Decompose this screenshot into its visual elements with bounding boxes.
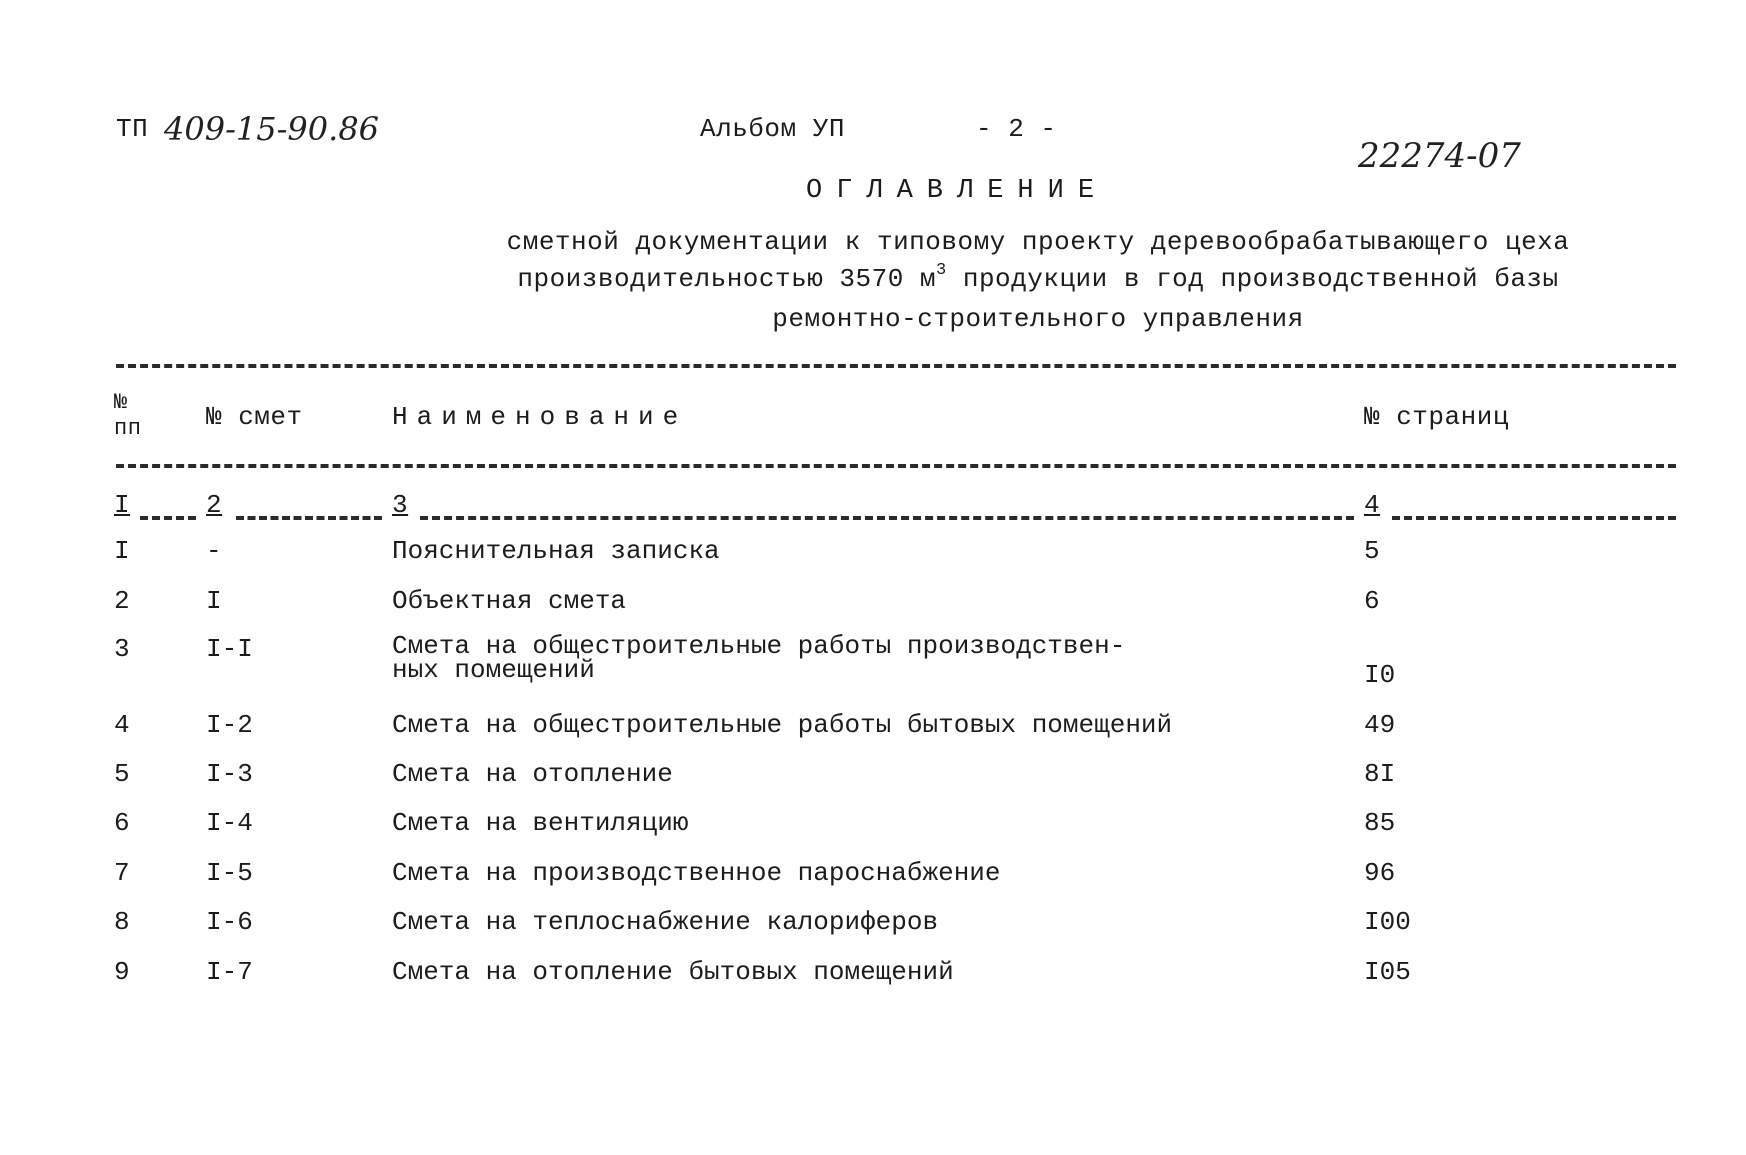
- subtitle-line-2b: продукции в год производственной базы: [946, 264, 1559, 294]
- row-smeta: I-3: [206, 759, 253, 789]
- row-num: 8: [114, 907, 130, 937]
- row-smeta: -: [206, 536, 222, 566]
- subtitle-line-2: [428, 261, 1648, 301]
- table-row: [0, 858, 1746, 898]
- col-number-1: I: [114, 490, 131, 520]
- superscript-3: 3: [936, 261, 947, 280]
- row-page: I00: [1364, 907, 1411, 937]
- row-smeta: I-4: [206, 808, 253, 838]
- header-num-line-2: пп: [114, 416, 142, 441]
- row-page: I0: [1364, 660, 1396, 690]
- row-smeta: I-7: [206, 957, 253, 987]
- table-row: [0, 710, 1746, 750]
- tp-number-handwritten: 409-15-90.86: [164, 110, 380, 148]
- row-name: Смета на вентиляцию: [392, 808, 689, 838]
- row-name: Смета на отопление: [392, 759, 673, 789]
- table-row: [0, 957, 1746, 997]
- row-name: Смета на общестроительные работы бытовых помещений: [392, 710, 1173, 740]
- row-num: 5: [114, 759, 130, 789]
- row-name-line-2: ных помещений: [392, 655, 595, 685]
- row-page: 49: [1364, 710, 1396, 740]
- col-number-dash-3: [420, 516, 1354, 520]
- col-number-4: 4: [1364, 490, 1381, 520]
- row-page: I05: [1364, 957, 1411, 987]
- row-num: 4: [114, 710, 130, 740]
- row-num: I: [114, 536, 130, 566]
- header-name: Наименование: [392, 402, 688, 432]
- page-title: ОГЛАВЛЕНИЕ: [806, 176, 1109, 206]
- row-name-line-1: Смета на общестроительные работы производствен-: [392, 631, 1126, 661]
- table-header-rule: [116, 464, 1676, 468]
- row-smeta: I-5: [206, 858, 253, 888]
- col-number-3: 3: [392, 490, 409, 520]
- row-smeta: I-2: [206, 710, 253, 740]
- header-num-line-1: №: [114, 390, 128, 415]
- row-num: 7: [114, 858, 130, 888]
- header-pages: № страниц: [1364, 402, 1509, 432]
- row-num: 3: [114, 634, 130, 664]
- table-row: [0, 907, 1746, 947]
- album-label: Альбом УП: [700, 114, 845, 144]
- row-num: 2: [114, 586, 130, 616]
- table-row: [0, 808, 1746, 848]
- tp-prefix: ТП: [116, 114, 149, 144]
- subtitle-line-3: ремонтно-строительного управления: [772, 304, 1304, 334]
- table-row: [0, 759, 1746, 799]
- row-smeta: I-I: [206, 634, 253, 664]
- row-name: Смета на отопление бытовых помещений: [392, 957, 954, 987]
- header-num: [114, 390, 141, 442]
- row-name: [392, 631, 1126, 685]
- row-page: 6: [1364, 586, 1380, 616]
- table-row: [0, 631, 1746, 704]
- col-number-dash-2: [236, 516, 382, 520]
- row-smeta: I-6: [206, 907, 253, 937]
- subtitle: [428, 224, 1648, 338]
- col-number-dash-4: [1392, 516, 1676, 520]
- table-row: [0, 586, 1746, 626]
- row-page: 96: [1364, 858, 1396, 888]
- row-page: 5: [1364, 536, 1380, 566]
- row-name: Смета на производственное пароснабжение: [392, 858, 1001, 888]
- document-code-handwritten: 22274-07: [1358, 136, 1521, 176]
- row-num: 6: [114, 808, 130, 838]
- header-smeta: № смет: [206, 402, 303, 432]
- subtitle-line-2a: производительностью 3570 м: [517, 264, 937, 294]
- col-number-dash-1: [140, 516, 196, 520]
- table-top-rule: [116, 364, 1676, 368]
- row-page: 85: [1364, 808, 1396, 838]
- row-name: Смета на теплоснабжение калориферов: [392, 907, 939, 937]
- row-page: 8I: [1364, 759, 1396, 789]
- table-row: [0, 536, 1746, 576]
- page-number: - 2 -: [976, 114, 1057, 144]
- row-name: Пояснительная записка: [392, 536, 720, 566]
- col-number-2: 2: [206, 490, 223, 520]
- row-name: Объектная смета: [392, 586, 627, 616]
- subtitle-line-1: сметной документации к типовому проекту деревообрабатывающего цеха: [506, 227, 1570, 257]
- row-num: 9: [114, 957, 130, 987]
- row-smeta: I: [206, 586, 222, 616]
